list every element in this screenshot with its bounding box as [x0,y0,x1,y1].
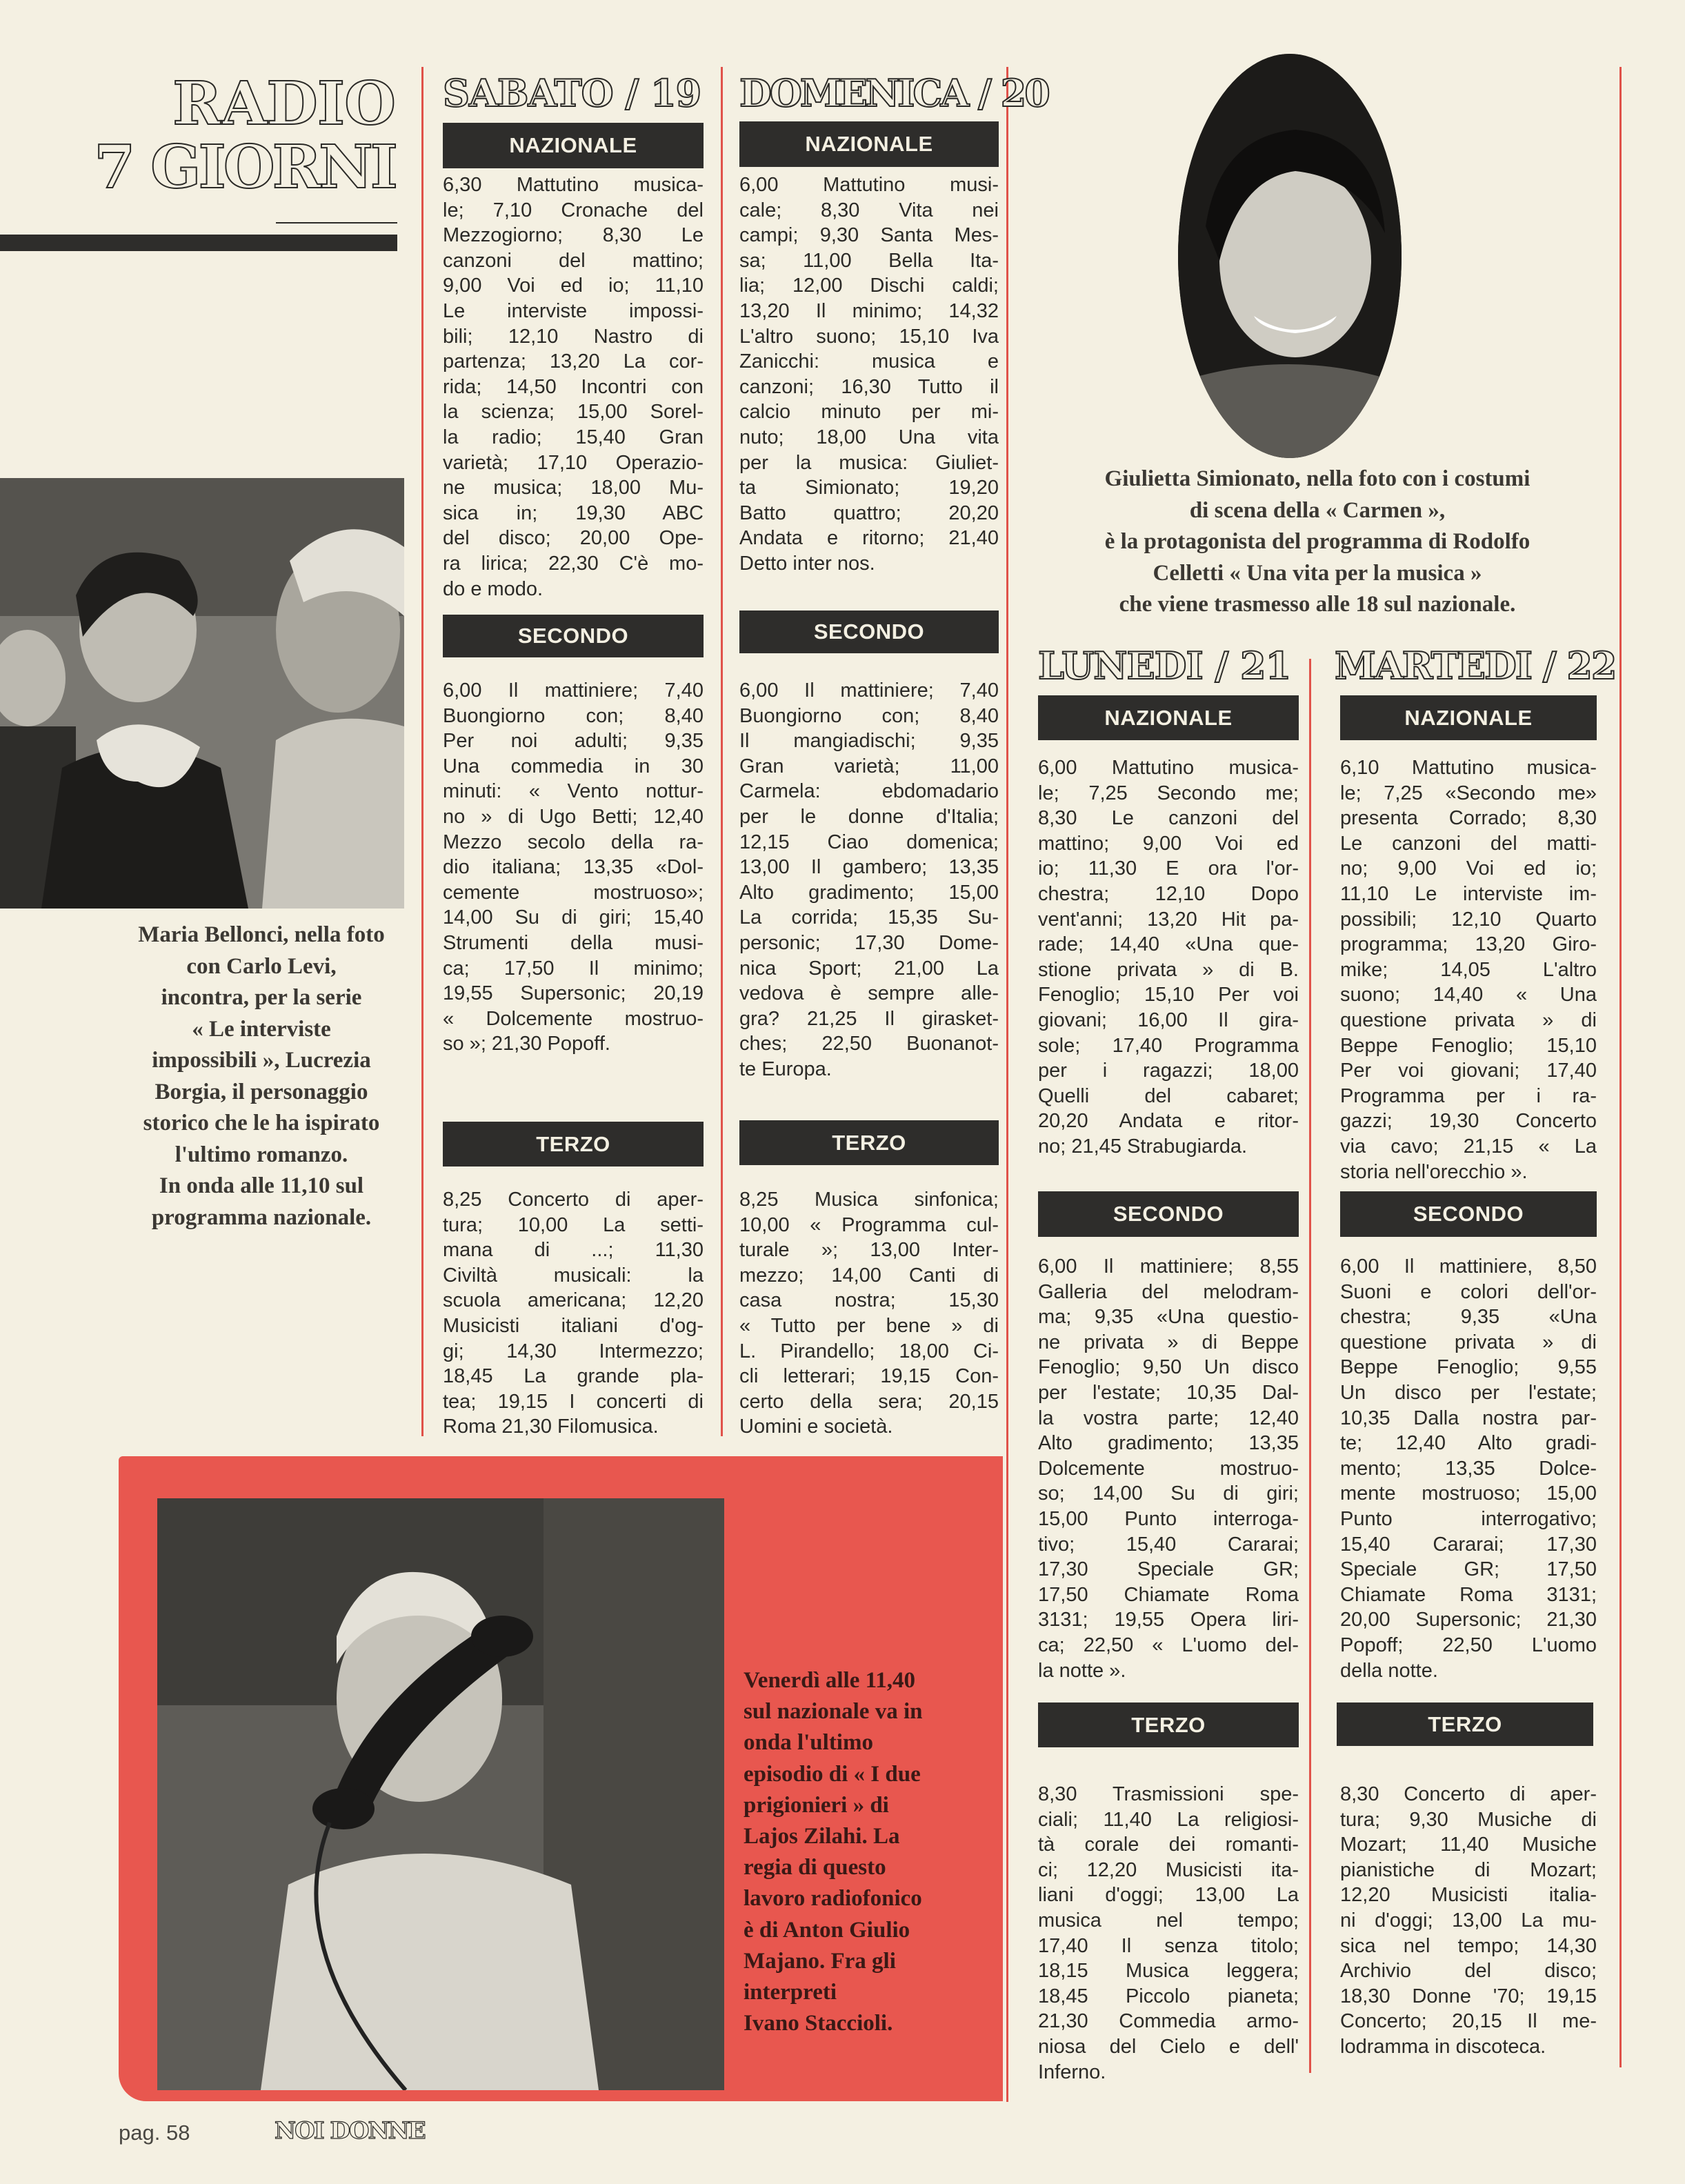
schedule-line: 17,30 Speciale GR; [1038,1558,1299,1581]
schedule-line: gazzi; 19,30 Concerto [1340,1110,1597,1133]
schedule-line: vedova è sempre alle- [739,982,999,1005]
schedule-line: vent'anni; 13,20 Hit pa- [1038,908,1299,931]
caption-line: storico che le ha ispirato [143,1111,380,1135]
schedule-line: tura; 9,30 Musiche di [1340,1808,1597,1831]
schedule-line: Il mangiadischi; 9,35 [739,730,999,753]
caption-line: Lajos Zilahi. La [744,1824,900,1849]
schedule-line: rade; 14,40 «Una que- [1038,933,1299,956]
schedule-line: della notte. [1340,1659,1438,1682]
caption-simionato [1038,464,1597,621]
schedule-line: 6,00 Il mattiniere; 8,55 [1038,1255,1299,1278]
schedule-line: 21,30 Commedia armo- [1038,2010,1299,2033]
caption-line: Majano. Fra gli [744,1948,896,1974]
schedule-line: chestra; 9,35 «Una [1340,1306,1597,1329]
schedule-line: sica nel tempo; 14,30 [1340,1934,1597,1957]
schedule-line: Mozart; 11,40 Musiche [1340,1834,1597,1856]
section-bar-secondo: SECONDO [1340,1191,1597,1237]
schedule-line: Buongiorno con; 8,40 [443,704,704,727]
caption-line: interpreti [744,1980,837,2005]
schedule-line: L'altro suono; 15,10 Iva [739,325,999,348]
schedule-line: 15,00 Punto interroga- [1038,1507,1299,1530]
schedule-line: Dolcemente mostruo- [1038,1457,1299,1480]
schedule-line: turale »; 13,00 Inter- [739,1239,999,1262]
schedule-line: do e modo. [443,577,544,600]
schedule-line: Carmela: ebdomadario [739,780,999,803]
schedule-text [739,1187,999,1440]
schedule-line: Suoni e colori dell'or- [1340,1280,1597,1303]
schedule-line: 18,45 La grande pla- [443,1365,704,1388]
photo-maria-bellonci-carlo-levi [0,478,404,909]
schedule-text [443,172,704,602]
schedule-line: no; 21,45 Strabugiarda. [1038,1135,1248,1158]
schedule-line: Uomini e società. [739,1416,893,1438]
schedule-line: mattino; 9,00 Voi ed [1038,832,1299,855]
schedule-line: mezzo; 14,00 Canti di [739,1264,999,1287]
schedule-text [1340,1254,1597,1683]
schedule-line: rida; 14,50 Incontri con [443,375,704,398]
schedule-line: tura; 10,00 La setti- [443,1213,704,1236]
caption-line: l'ultimo romanzo. [175,1142,348,1167]
schedule-line: ca; 22,50 « L'uomo del- [1038,1634,1299,1656]
schedule-line: 6,00 Il mattiniere; 7,40 [739,679,999,702]
schedule-line: no; 9,00 Voi ed io; [1340,857,1597,880]
schedule-text [1038,755,1299,1160]
schedule-line: Punto interrogativo; [1340,1507,1597,1530]
schedule-line: canzoni; 16,30 Tutto il [739,375,999,398]
schedule-line: ni d'oggi; 13,00 La mu- [1340,1909,1597,1932]
schedule-line: 8,30 Trasmissioni spe- [1038,1783,1299,1805]
page-number: pag. 58 [119,2121,190,2145]
schedule-line: campi; 9,30 Santa Mes- [739,224,999,247]
schedule-line: partenza; 13,20 La cor- [443,350,704,373]
section-bar-terzo: TERZO [443,1122,704,1167]
schedule-line: calcio minuto per mi- [739,401,999,424]
caption-line: In onda alle 11,10 sul [159,1173,364,1198]
masthead-radio: RADIO [172,69,395,139]
schedule-line: io; 11,30 E ora l'or- [1038,857,1299,880]
schedule-line: 13,00 Il gambero; 13,35 [739,856,999,879]
schedule-line: la radio; 15,40 Gran [443,426,704,448]
schedule-line: Galleria del melodram- [1038,1280,1299,1303]
schedule-line: ci; 12,20 Musicisti ita- [1038,1858,1299,1881]
schedule-line: 9,00 Voi ed io; 11,10 [443,275,704,297]
schedule-line: 12,20 Musicisti italia- [1340,1884,1597,1907]
section-bar-secondo: SECONDO [1038,1191,1299,1237]
schedule-line: 17,40 Il senza titolo; [1038,1934,1299,1957]
schedule-line: cale; 8,30 Vita nei [739,199,999,221]
schedule-line: Concerto; 20,15 Il me- [1340,2010,1597,2033]
schedule-line: per la musica: Giuliet- [739,451,999,474]
schedule-line: mike; 14,05 L'altro [1340,958,1597,981]
schedule-line: 6,00 Il mattiniere; 7,40 [443,679,704,702]
schedule-line: 19,55 Supersonic; 20,19 [443,982,704,1005]
schedule-line: Civiltà musicali: la [443,1264,704,1287]
caption-line: impossibili », Lucrezia [152,1048,371,1073]
schedule-line: ta Simionato; 19,20 [739,477,999,499]
schedule-line: canzoni del mattino; [443,249,704,272]
schedule-line: la scienza; 15,00 Sorel- [443,401,704,424]
schedule-line: storia nell'orecchio ». [1340,1160,1528,1183]
section-bar-nazionale: NAZIONALE [1038,695,1299,740]
caption-line: Borgia, il personaggio [154,1079,368,1104]
column-rule [1006,67,1008,2102]
caption-line: sul nazionale va in [744,1699,923,1725]
schedule-line: 20,00 Supersonic; 21,30 [1340,1609,1597,1631]
schedule-line: 10,35 Dalla nostra par- [1340,1407,1597,1429]
schedule-line: 18,45 Piccolo pianeta; [1038,1985,1299,2007]
schedule-line: certo della sera; 20,15 [739,1390,999,1413]
schedule-line: gra? 21,25 Il girasket- [739,1007,999,1030]
caption-line: episodio di « I due [744,1761,921,1787]
schedule-line: musica nel tempo; [1038,1909,1299,1932]
schedule-line: possibili; 12,10 Quarto [1340,908,1597,931]
schedule-line: Per voi giovani; 17,40 [1340,1060,1597,1082]
schedule-line: 8,30 Concerto di aper- [1340,1783,1597,1805]
schedule-line: La corrida; 15,35 Su- [739,906,999,929]
caption-line: prigionieri » di [744,1792,889,1818]
schedule-line: nica Sport; 21,00 La [739,957,999,980]
schedule-line: per i ragazzi; 18,00 [1038,1060,1299,1082]
schedule-line: 15,40 Cararai; 17,30 [1340,1533,1597,1556]
schedule-line: scuola americana; 12,20 [443,1289,704,1312]
schedule-line: 13,20 Il minimo; 14,32 [739,299,999,322]
schedule-text [1038,1782,1299,2085]
schedule-line: ca; 17,50 Il minimo; [443,957,704,980]
schedule-line: Programma per i ra- [1340,1084,1597,1107]
schedule-line: 6,00 Il mattiniere, 8,50 [1340,1255,1597,1278]
schedule-line: Mezzo secolo della ra- [443,831,704,853]
photo-giulietta-simionato [1178,54,1402,458]
schedule-line: ches; 22,50 Buonanot- [739,1033,999,1055]
schedule-line: Una commedia in 30 [443,755,704,777]
section-bar-nazionale: NAZIONALE [739,121,999,167]
schedule-line: te Europa. [739,1058,832,1080]
caption-line: è di Anton Giulio [744,1917,910,1943]
schedule-line: « Tutto per bene » di [739,1314,999,1337]
caption-line: regia di questo [744,1855,886,1880]
caption-line: con Carlo Levi, [186,953,337,979]
schedule-line: mento; 13,35 Dolce- [1340,1457,1597,1480]
caption-line: di scena della « Carmen », [1189,497,1446,523]
schedule-line: 11,10 Le interviste im- [1340,882,1597,905]
caption-line: programma nazionale. [151,1204,372,1230]
schedule-line: Mezzogiorno; 8,30 Le [443,224,704,247]
schedule-line: stione privata » di B. [1038,958,1299,981]
schedule-line: Detto inter nos. [739,552,875,575]
schedule-line: programma; 13,20 Giro- [1340,933,1597,956]
schedule-line: cemente mostruoso»; [443,881,704,904]
caption-line: lavoro radiofonico [744,1886,922,1912]
schedule-line: giovani; 16,00 Il gira- [1038,1009,1299,1031]
schedule-line: 10,00 « Programma cul- [739,1213,999,1236]
schedule-line: 8,25 Concerto di aper- [443,1189,704,1211]
day-heading-domenica: DOMENICA / 20 [739,71,1048,115]
schedule-line: lodramma in discoteca. [1340,2035,1546,2058]
schedule-line: minuti: « Vento nottur- [443,780,704,803]
caption-line: incontra, per la serie [161,985,362,1010]
schedule-line: Batto quattro; 20,20 [739,502,999,524]
schedule-line: chestra; 12,10 Dopo [1038,882,1299,905]
schedule-line: la vostra parte; 12,40 [1038,1407,1299,1429]
masthead-black-bar [0,235,397,251]
schedule-line: Popoff; 22,50 L'uomo [1340,1634,1597,1656]
section-bar-terzo: TERZO [739,1120,999,1165]
schedule-line: via cavo; 21,15 « La [1340,1135,1597,1158]
schedule-line: liani d'oggi; 13,00 La [1038,1884,1299,1907]
schedule-text [739,678,999,1082]
column-rule [1619,67,1622,2067]
schedule-line: 3131; 19,55 Opera liri- [1038,1609,1299,1631]
schedule-line: cli letterari; 19,15 Con- [739,1365,999,1388]
schedule-line: Fenoglio; 9,50 Un disco [1038,1356,1299,1379]
caption-line: Maria Bellonci, nella foto [138,922,385,947]
schedule-line: 6,00 Mattutino musi- [739,174,999,196]
schedule-line: ra lirica; 22,30 C'è mo- [443,552,704,575]
schedule-line: Per noi adulti; 9,35 [443,730,704,753]
schedule-line: Inferno. [1038,2061,1106,2083]
schedule-line: varietà; 17,10 Operazio- [443,451,704,474]
schedule-line: le; 7,25 Secondo me; [1038,782,1299,804]
section-bar-secondo: SECONDO [739,610,999,653]
schedule-line: te; 12,40 Alto gradi- [1340,1432,1597,1455]
schedule-line: Beppe Fenoglio; 9,55 [1340,1356,1597,1379]
caption-staccioli [744,1665,992,2039]
schedule-line: suono; 14,40 « Una [1340,984,1597,1006]
schedule-line: 8,30 Le canzoni del [1038,807,1299,830]
day-heading-lunedi: LUNEDI / 21 [1038,644,1291,688]
schedule-line: tà corale dei romanti- [1038,1834,1299,1856]
schedule-line: pianistiche di Mozart; [1340,1858,1597,1881]
schedule-line: 12,15 Ciao domenica; [739,831,999,853]
schedule-line: L. Pirandello; 18,00 Ci- [739,1340,999,1362]
schedule-line: Speciale GR; 17,50 [1340,1558,1597,1581]
schedule-line: ma; 9,35 «Una questio- [1038,1306,1299,1329]
schedule-line: 6,10 Mattutino musica- [1340,757,1597,779]
schedule-line: « Dolcemente mostruo- [443,1007,704,1030]
schedule-line: per l'estate; 10,35 Dal- [1038,1381,1299,1404]
schedule-line: sole; 17,40 Programma [1038,1034,1299,1057]
schedule-line: sa; 11,00 Bella Ita- [739,249,999,272]
schedule-line: ne musica; 18,00 Mu- [443,477,704,499]
schedule-line: gi; 14,30 Intermezzo; [443,1340,704,1362]
schedule-line: del disco; 20,00 Ope- [443,527,704,550]
schedule-line: 18,15 Musica leggera; [1038,1960,1299,1983]
schedule-line: Chiamate Roma 3131; [1340,1583,1597,1606]
schedule-line: Buongiorno con; 8,40 [739,704,999,727]
schedule-text [1340,1782,1597,2060]
day-heading-sabato: SABATO / 19 [443,71,701,115]
schedule-line: 20,20 Andata e ritor- [1038,1110,1299,1133]
schedule-line: personic; 17,30 Dome- [739,931,999,954]
column-rule [421,67,423,1436]
schedule-line: nuto; 18,00 Una vita [739,426,999,448]
section-bar-terzo: TERZO [1038,1702,1299,1747]
schedule-line: Strumenti della musi- [443,931,704,954]
schedule-line: Musicisti italiani d'og- [443,1314,704,1337]
schedule-line: Roma 21,30 Filomusica. [443,1416,659,1438]
schedule-line: Zanicchi: musica e [739,350,999,373]
schedule-line: Alto gradimento; 13,35 [1038,1432,1299,1455]
schedule-line: no » di Ugo Betti; 12,40 [443,805,704,828]
schedule-line: questione privata » di [1340,1009,1597,1031]
schedule-line: Beppe Fenoglio; 15,10 [1340,1034,1597,1057]
caption-line: onda l'ultimo [744,1730,873,1756]
masthead-7-giorni: 7 GIORNI [94,132,395,202]
schedule-line: Archivio del disco; [1340,1960,1597,1983]
schedule-text [1038,1254,1299,1683]
schedule-line: Le canzoni del matti- [1340,832,1597,855]
schedule-line: mente mostruoso; 15,00 [1340,1482,1597,1505]
schedule-line: niosa del Cielo e dell' [1038,2035,1299,2058]
schedule-line: le; 7,10 Cronache del [443,199,704,221]
schedule-line: 17,50 Chiamate Roma [1038,1583,1299,1606]
schedule-line: 6,00 Mattutino musica- [1038,757,1299,779]
caption-line: Ivano Staccioli. [744,2011,893,2036]
schedule-line: casa nostra; 15,30 [739,1289,999,1312]
schedule-line: ciali; 11,40 La religiosi- [1038,1808,1299,1831]
caption-line: Giulietta Simionato, nella foto con i costumi [1104,466,1531,491]
schedule-line: tivo; 15,40 Cararai; [1038,1533,1299,1556]
schedule-text [443,678,704,1057]
schedule-line: Un disco per l'estate; [1340,1381,1597,1404]
schedule-line: 6,30 Mattutino musica- [443,174,704,196]
schedule-line: tea; 19,15 I concerti di [443,1390,704,1413]
schedule-line: so; 14,00 Su di giri; [1038,1482,1299,1505]
schedule-line: bili; 12,10 Nastro di [443,325,704,348]
caption-line: « Le interviste [192,1016,331,1042]
schedule-line: mana di ...; 11,30 [443,1239,704,1262]
section-bar-secondo: SECONDO [443,615,704,657]
caption-bellonci [102,920,421,1233]
schedule-line: 8,25 Musica sinfonica; [739,1189,999,1211]
schedule-line: 18,30 Donne '70; 19,15 [1340,1985,1597,2007]
schedule-line: Andata e ritorno; 21,40 [739,527,999,550]
caption-line: è la protagonista del programma di Rodolfo [1104,529,1531,554]
schedule-line: sica in; 19,30 ABC [443,502,704,524]
caption-line: che viene trasmesso alle 18 sul nazionale. [1119,592,1516,617]
schedule-line: la notte ». [1038,1659,1126,1682]
schedule-line: dio italiana; 13,35 «Dol- [443,856,704,879]
schedule-line: ne privata » di Beppe [1038,1331,1299,1353]
section-bar-nazionale: NAZIONALE [443,123,704,168]
masthead-thin-rule [276,222,397,224]
photo-ivano-staccioli-telephone [157,1498,724,2090]
section-bar-nazionale: NAZIONALE [1340,695,1597,740]
column-rule [1309,659,1311,2073]
magazine-logo: NOI DONNE [275,2117,425,2145]
caption-line: Celletti « Una vita per la musica » [1153,560,1482,586]
schedule-line: Le interviste impossi- [443,299,704,322]
day-heading-martedi: MARTEDI / 22 [1335,644,1616,688]
schedule-line: Quelli del cabaret; [1038,1084,1299,1107]
schedule-line: questione privata » di [1340,1331,1597,1353]
section-bar-terzo: TERZO [1337,1702,1593,1746]
schedule-line: presenta Corrado; 8,30 [1340,807,1597,830]
schedule-text [739,172,999,577]
caption-line: Venerdì alle 11,40 [744,1668,916,1693]
schedule-line: 14,00 Su di giri; 15,40 [443,906,704,929]
schedule-text [1340,755,1597,1184]
schedule-line: Fenoglio; 15,10 Per voi [1038,984,1299,1006]
schedule-line: so »; 21,30 Popoff. [443,1033,610,1055]
schedule-line: Gran varietà; 11,00 [739,755,999,777]
schedule-line: Alto gradimento; 15,00 [739,881,999,904]
schedule-line: lia; 12,00 Dischi caldi; [739,275,999,297]
schedule-line: per le donne d'Italia; [739,805,999,828]
column-rule [721,67,723,1436]
schedule-line: le; 7,25 «Secondo me» [1340,782,1597,804]
schedule-text [443,1187,704,1440]
